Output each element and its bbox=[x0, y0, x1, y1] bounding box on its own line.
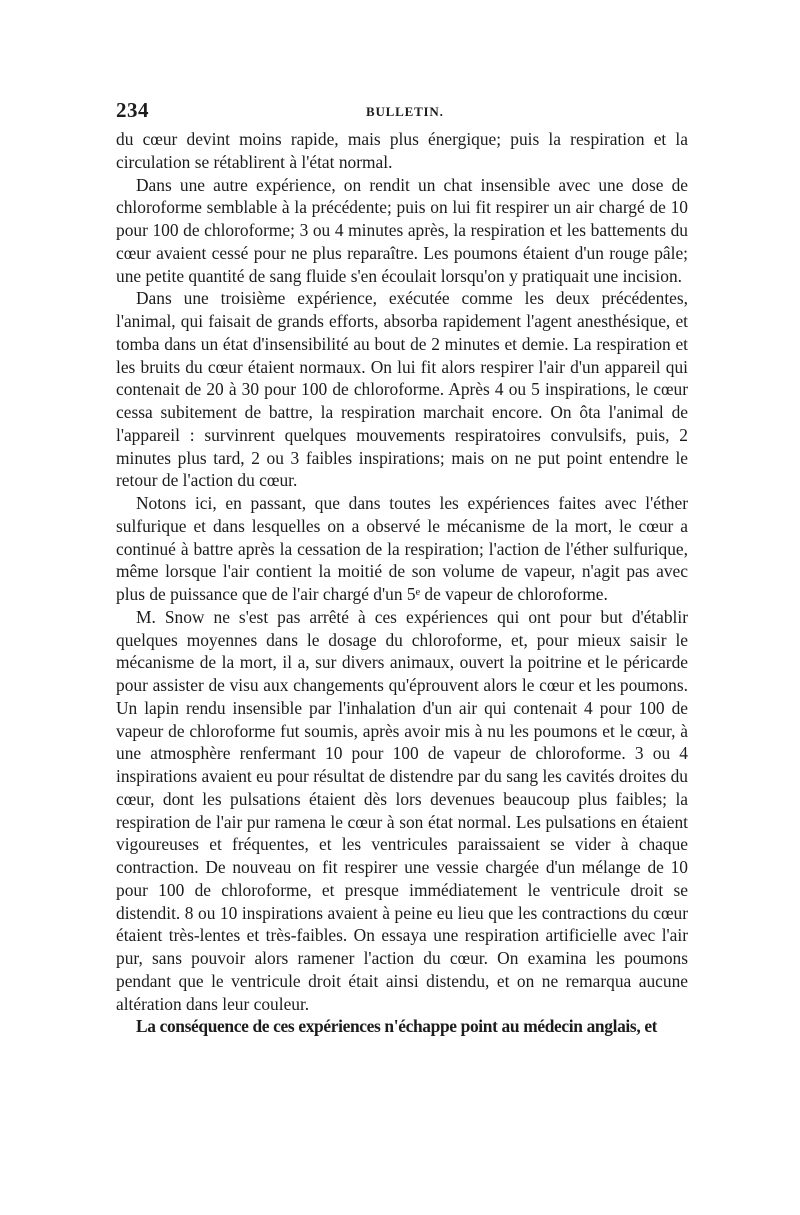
page-number: 234 bbox=[116, 98, 149, 122]
paragraph-6: La conséquence de ces expériences n'échappe point au médecin anglais, et bbox=[136, 1016, 658, 1037]
paragraph-3: Dans une troisième expérience, exécutée comme les deux précédentes, l'animal, qui faisait de grands efforts, absorba rapidement l'agent anesthésique, et tomba dans un état d'insensibilité au bout de 2 minutes et demie. La respiration et les bruits du cœur étaient normaux. On lui fit alors respirer l'air d'un appareil qui contenait de 20 à 30 pour 100 de chloroforme. Après 4 ou 5 inspirations, le cœur cessa subitement de battre, la respiration marchait encore. On ôta l'animal de l'appareil : survinrent quelques mouvements respiratoires convulsifs, puis, 2 minutes plus tard, 2 ou 3 faibles inspirations; mais on ne put point entendre le retour de l'action du cœur. bbox=[116, 288, 688, 491]
body-text bbox=[116, 128, 688, 1038]
running-head bbox=[116, 98, 688, 128]
paragraph-5: M. Snow ne s'est pas arrêté à ces expériences qui ont pour but d'établir quelques moyennes dans le dosage du chloroforme, et, pour mieux saisir le mécanisme de la mort, il a, sur divers animaux, ouvert la poitrine et le péricarde pour assister de visu aux changements qu'éprouvent alors le cœur et les poumons. Un lapin rendu insensible par l'inhalation d'un air qui contenait 4 pour 100 de vapeur de chloroforme fut soumis, après avoir mis à nu les poumons et le cœur, à une atmosphère renfermant 10 pour 100 de vapeur de chloroforme. 3 ou 4 inspirations avaient eu pour résultat de distendre par du sang les cavités droites du cœur, dont les pulsations étaient dès lors devenues beaucoup plus faibles; la respiration de l'air pur ramena le cœur à son état normal. Les pulsations en étaient vigoureuses et fréquentes, et les ventricules paraissaient se vider à chaque contraction. De nouveau on fit respirer une vessie chargée d'un mélange de 10 pour 100 de chloroforme, et presque immédiatement le ventricule droit se distendit. 8 ou 10 inspirations avaient à peine eu lieu que les contractions du cœur étaient très-lentes et très-faibles. On essaya une respiration artificielle avec l'air pur, sans pouvoir alors ramener l'action du cœur. On examina les poumons pendant que le ventricule droit était ainsi distendu, et on ne remarqua aucune altération dans leur couleur. bbox=[116, 606, 688, 1014]
paragraph-4: Notons ici, en passant, que dans toutes les expériences faites avec l'éther sulfurique et dans lesquelles on a observé le mécanisme de la mort, le cœur a continué à battre après la cessation de la respiration; l'action de l'éther sulfurique, même lorsque l'air contient la moitié de son volume de vapeur, n'agit pas avec plus de puissance que de l'air chargé d'un 5ᵉ de vapeur de chloroforme. bbox=[116, 493, 688, 604]
running-title: BULLETIN. bbox=[366, 104, 444, 119]
paragraph-2: Dans une autre expérience, on rendit un chat insensible avec une dose de chloroforme semblable à la précédente; puis on lui fit respirer un air chargé de 10 pour 100 de chloroforme; 3 ou 4 minutes après, la respiration et les battements du cœur avaient cessé pour ne plus reparaître. Les poumons étaient d'un rouge pâle; une petite quantité de sang fluide s'en écoulait lorsqu'on y pratiquait une incision. bbox=[116, 174, 688, 286]
paragraph-1: du cœur devint moins rapide, mais plus énergique; puis la respiration et la circulation se rétablirent à l'état normal. bbox=[116, 129, 688, 172]
page bbox=[116, 98, 688, 1038]
